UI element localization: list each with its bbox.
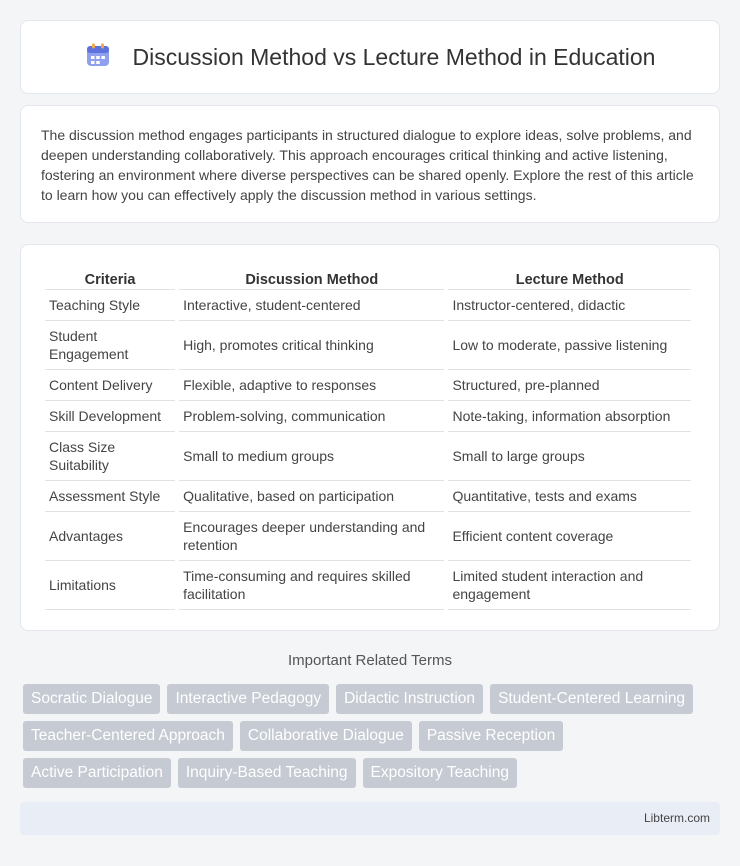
tag-didactic-instruction[interactable]: Didactic Instruction	[336, 684, 483, 714]
tag-active-participation[interactable]: Active Participation	[23, 758, 171, 788]
page-title: Discussion Method vs Lecture Method in Education	[132, 43, 656, 70]
table-cell-discussion: Interactive, student-centered	[179, 290, 444, 321]
table-cell-criteria: Assessment Style	[45, 481, 175, 512]
table-cell-discussion: Problem-solving, communication	[179, 401, 444, 432]
table-cell-criteria: Teaching Style	[45, 290, 175, 321]
table-cell-lecture: Note-taking, information absorption	[448, 401, 691, 432]
table-row	[45, 290, 691, 321]
tag-expository-teaching[interactable]: Expository Teaching	[363, 758, 517, 788]
tag-row	[23, 684, 723, 714]
table-cell-discussion: Encourages deeper understanding and retention	[179, 512, 444, 561]
table-cell-lecture: Quantitative, tests and exams	[448, 481, 691, 512]
intro-text: The discussion method engages participants in structured dialogue to explore ideas, solve problems, and deepen understanding collaboratively. This approach encourages critical thinking and active listening, fostering an environment where diverse perspectives can be shared openly. Explore the rest of this article to learn how you can effectively apply the discussion method in various settings.	[41, 127, 694, 203]
table-cell-lecture: Limited student interaction and engagement	[448, 561, 691, 610]
table-cell-discussion: Small to medium groups	[179, 432, 444, 481]
tag-row	[23, 721, 723, 751]
tag-collaborative-dialogue[interactable]: Collaborative Dialogue	[240, 721, 412, 751]
calendar-icon	[85, 42, 111, 73]
table-cell-lecture: Instructor-centered, didactic	[448, 290, 691, 321]
comparison-table	[41, 265, 695, 610]
tag-interactive-pedagogy[interactable]: Interactive Pedagogy	[167, 684, 329, 714]
tag-student-centered-learning[interactable]: Student-Centered Learning	[490, 684, 693, 714]
table-row	[45, 512, 691, 561]
table-cell-lecture: Structured, pre-planned	[448, 370, 691, 401]
tag-teacher-centered-approach[interactable]: Teacher-Centered Approach	[23, 721, 233, 751]
table-cell-criteria: Limitations	[45, 561, 175, 610]
column-header-lecture: Lecture Method	[448, 265, 691, 290]
table-row	[45, 401, 691, 432]
table-cell-lecture: Low to moderate, passive listening	[448, 321, 691, 370]
header-card	[20, 20, 720, 94]
table-cell-lecture: Efficient content coverage	[448, 512, 691, 561]
table-cell-criteria: Content Delivery	[45, 370, 175, 401]
related-terms-list	[23, 684, 723, 795]
table-header-row	[45, 265, 691, 290]
column-header-criteria: Criteria	[45, 265, 175, 290]
table-row	[45, 370, 691, 401]
intro-card	[20, 105, 720, 223]
tag-socratic-dialogue[interactable]: Socratic Dialogue	[23, 684, 160, 714]
table-cell-criteria: Student Engagement	[45, 321, 175, 370]
comparison-card	[20, 244, 720, 631]
table-cell-discussion: Time-consuming and requires skilled facilitation	[179, 561, 444, 610]
table-cell-criteria: Skill Development	[45, 401, 175, 432]
table-row	[45, 481, 691, 512]
table-cell-criteria: Class Size Suitability	[45, 432, 175, 481]
table-cell-discussion: Qualitative, based on participation	[179, 481, 444, 512]
tag-inquiry-based-teaching[interactable]: Inquiry-Based Teaching	[178, 758, 356, 788]
footer-link[interactable]: Libterm.com	[643, 811, 710, 825]
table-cell-discussion: High, promotes critical thinking	[179, 321, 444, 370]
footer	[20, 802, 720, 835]
tag-passive-reception[interactable]: Passive Reception	[419, 721, 563, 751]
related-terms-title: Important Related Terms	[288, 652, 452, 669]
table-row	[45, 432, 691, 481]
table-cell-criteria: Advantages	[45, 512, 175, 561]
table-cell-discussion: Flexible, adaptive to responses	[179, 370, 444, 401]
tag-row	[23, 758, 723, 788]
title-wrap	[85, 42, 656, 73]
table-cell-lecture: Small to large groups	[448, 432, 691, 481]
table-row	[45, 321, 691, 370]
table-row	[45, 561, 691, 610]
column-header-discussion: Discussion Method	[179, 265, 444, 290]
